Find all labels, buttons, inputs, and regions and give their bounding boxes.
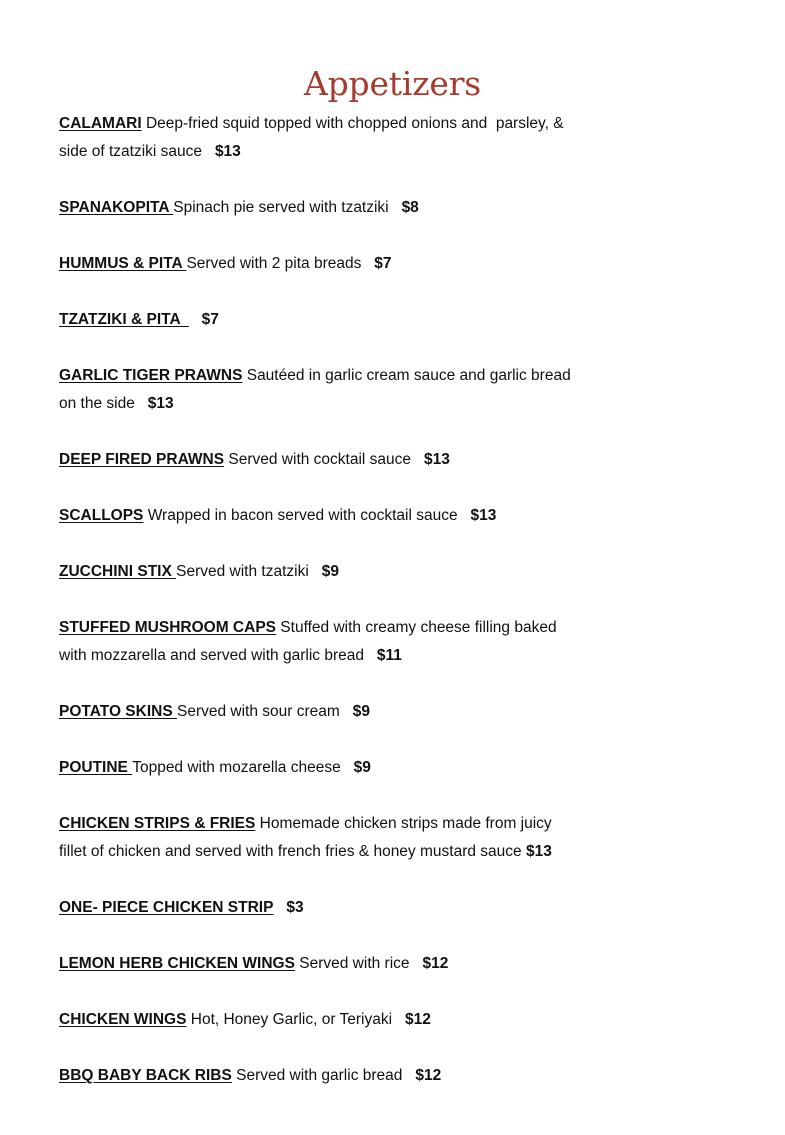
- menu-item: [59, 362, 579, 418]
- item-price: $13: [423, 451, 450, 468]
- item-price: $11: [376, 647, 402, 664]
- item-description: Hot, Honey Garlic, or Teriyaki: [186, 1011, 405, 1028]
- menu-item: [59, 810, 579, 866]
- item-name: POUTINE: [59, 759, 133, 776]
- item-price: $9: [321, 563, 339, 580]
- menu-item: [59, 110, 579, 166]
- item-description: Deep-fried squid topped with chopped onions and parsley, & side of tzatziki sauce: [59, 115, 568, 160]
- item-description: Served with cocktail sauce: [224, 451, 424, 468]
- menu-item: [59, 250, 579, 278]
- item-name: HUMMUS & PITA: [59, 255, 187, 272]
- menu-item: [59, 614, 579, 670]
- menu-item: [59, 950, 579, 978]
- item-price: $13: [147, 395, 174, 412]
- menu-item: [59, 1006, 579, 1034]
- item-price: $12: [422, 955, 449, 972]
- appetizer-list: [59, 110, 579, 1118]
- item-name: CHICKEN WINGS: [59, 1011, 187, 1028]
- item-name: ZUCCHINI STIX: [59, 563, 177, 580]
- menu-item: [59, 502, 579, 530]
- item-description: Topped with mozarella cheese: [132, 759, 354, 776]
- item-name: CHICKEN STRIPS & FRIES: [59, 815, 256, 832]
- item-name: ONE- PIECE CHICKEN STRIP: [59, 899, 274, 916]
- item-description: Wrapped in bacon served with cocktail sauce: [143, 507, 471, 524]
- item-name: CALAMARI: [59, 115, 142, 132]
- item-description: Homemade chicken strips made from juicy fillet of chicken and served with french fries & honey mustard sauce: [59, 815, 556, 860]
- menu-item: [59, 446, 579, 474]
- item-description: Served with rice: [294, 955, 423, 972]
- item-price: $7: [374, 255, 392, 272]
- menu-item: [59, 754, 579, 782]
- item-name: SCALLOPS: [59, 507, 144, 524]
- item-price: $12: [415, 1067, 442, 1084]
- item-price: $9: [352, 703, 370, 720]
- item-name: GARLIC TIGER PRAWNS: [59, 367, 243, 384]
- menu-item: [59, 698, 579, 726]
- item-description: Sautéed in garlic cream sauce and garlic bread on the side: [59, 367, 576, 412]
- item-name: BBQ BABY BACK RIBS: [59, 1067, 232, 1084]
- menu-item: [59, 894, 579, 922]
- item-name: STUFFED MUSHROOM CAPS: [59, 619, 276, 636]
- menu-item: [59, 558, 579, 586]
- item-description: Served with garlic bread: [231, 1067, 416, 1084]
- item-price: $13: [470, 507, 497, 524]
- item-name: DEEP FIRED PRAWNS: [59, 451, 225, 468]
- item-price: $13: [525, 843, 552, 860]
- menu-item: [59, 1062, 579, 1090]
- item-name: POTATO SKINS: [59, 703, 177, 720]
- menu-item: [59, 194, 579, 222]
- item-description: Spinach pie served with tzatziki: [173, 199, 402, 216]
- menu-item: [59, 306, 579, 334]
- item-name: SPANAKOPITA: [59, 199, 174, 216]
- item-price: $8: [401, 199, 419, 216]
- item-price: $13: [214, 143, 241, 160]
- item-price: $9: [353, 759, 371, 776]
- item-description: Served with 2 pita breads: [186, 255, 375, 272]
- page-title: Appetizers: [303, 64, 482, 103]
- item-price: $3: [286, 899, 304, 916]
- item-name: LEMON HERB CHICKEN WINGS: [59, 955, 295, 972]
- item-description: Stuffed with creamy cheese filling baked with mozzarella and served with garlic bread: [59, 619, 561, 664]
- item-description: Served with sour cream: [176, 703, 353, 720]
- item-name: TZATZIKI & PITA: [59, 311, 189, 328]
- item-description: [189, 311, 202, 328]
- item-description: Served with tzatziki: [176, 563, 322, 580]
- item-price: $7: [201, 311, 219, 328]
- item-price: $12: [404, 1011, 431, 1028]
- item-description: [273, 899, 286, 916]
